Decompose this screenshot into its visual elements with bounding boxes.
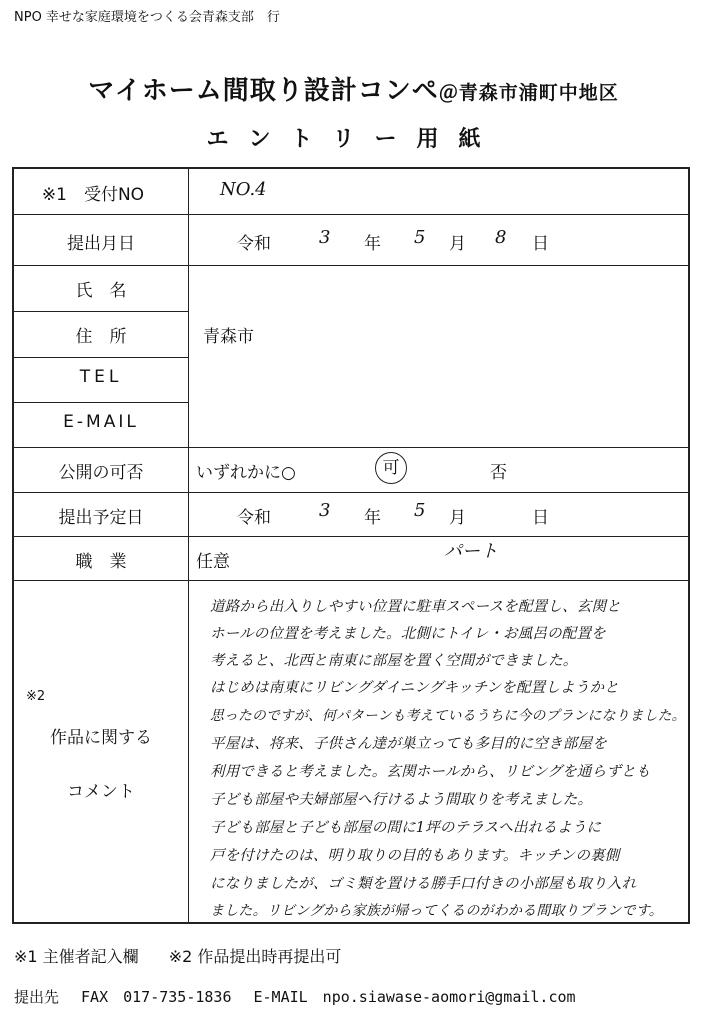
row-divider [14, 402, 188, 403]
title-location: ＠青森市浦町中地区 [438, 82, 619, 104]
row-divider [14, 447, 688, 448]
comment-line: 道路から出入りしやすい位置に駐車スペースを配置し、玄関と [210, 599, 621, 615]
publish-yes-circle: 可 [375, 452, 407, 484]
row-divider [14, 580, 688, 581]
organization-name: NPO 幸せな家庭環境をつくる会青森支部 行 [14, 10, 280, 25]
submission-destination-label: 提出先 [14, 988, 60, 1006]
occupation-label: 職 業 [75, 552, 127, 572]
fax-number[interactable]: FAX 017-735-1836 [81, 988, 232, 1006]
column-divider [188, 169, 189, 922]
planned-date-era: 令和 [237, 508, 271, 528]
tel-label: TEL [79, 367, 123, 387]
submit-date-day-unit: 日 [532, 234, 549, 254]
comment-line: 戸を付けたのは、明り取りの目的もあります。キッチンの裏側 [210, 848, 620, 864]
comment-line: になりましたが、ゴミ類を置ける勝手口付きの小部屋も取り入れ [210, 876, 637, 892]
publish-no-option[interactable]: 否 [490, 463, 507, 483]
publish-yes-option[interactable] [375, 452, 407, 484]
planned-date-day-unit: 日 [532, 508, 549, 528]
planned-date-month-unit: 月 [449, 508, 466, 528]
occupation-note: 任意 [196, 552, 230, 572]
row-divider [14, 311, 188, 312]
submit-date-year-unit: 年 [364, 234, 381, 254]
receipt-value[interactable]: NO.4 [220, 179, 267, 200]
comment-label-line1: 作品に関する [50, 728, 152, 748]
name-label: 氏 名 [75, 281, 127, 301]
footer-notes [14, 944, 341, 967]
document-title [0, 70, 707, 107]
occupation-value[interactable]: パート [444, 541, 498, 562]
comment-line: ホールの位置を考えました。北側にトイレ・お風呂の配置を [210, 626, 606, 642]
planned-date-label: 提出予定日 [58, 508, 144, 528]
contact-email[interactable]: E-MAIL npo.siawase-aomori@gmail.com [253, 988, 576, 1006]
entry-form [12, 167, 690, 924]
comment-line: 子ども部屋や夫婦部屋へ行けるよう間取りを考えました。 [210, 792, 593, 808]
comment-line: ました。リビングから家族が帰ってくるのがわかる間取りプランです。 [210, 903, 663, 919]
address-value[interactable]: 青森市 [203, 327, 254, 347]
submit-date-label: 提出月日 [67, 234, 135, 254]
comment-label-line2: コメント [67, 782, 135, 802]
comment-line: 考えると、北西と南東に部屋を置く空間ができました。 [210, 653, 578, 669]
submit-date-year[interactable]: 3 [319, 227, 331, 248]
row-divider [14, 214, 688, 215]
address-label: 住 所 [75, 327, 127, 347]
submit-date-month[interactable]: 5 [414, 227, 426, 248]
planned-date-year[interactable]: 3 [319, 500, 331, 521]
row-divider [14, 536, 688, 537]
planned-date-month[interactable]: 5 [414, 500, 426, 521]
footer-contact [14, 986, 598, 1007]
comment-line: はじめは南東にリビングダイニングキッチンを配置しようかと [210, 680, 619, 696]
comment-line: 子ども部屋と子ども部屋の間に1坪のテラスへ出れるように [210, 820, 602, 836]
publish-label: 公開の可否 [58, 463, 144, 483]
submit-date-day[interactable]: 8 [495, 227, 507, 248]
email-label: E-MAIL [63, 412, 139, 432]
comment-line: 利用できると考えました。玄関ホールから、リビングを通らずとも [210, 764, 651, 780]
row-divider [14, 357, 188, 358]
comment-line: 平屋は、将来、子供さん達が巣立っても多目的に空き部屋を [210, 736, 607, 752]
comment-label-note: ※2 [26, 689, 46, 704]
footer-note-resubmit: ※2 作品提出時再提出可 [168, 947, 342, 966]
submit-date-era: 令和 [237, 234, 271, 254]
receipt-label: ※1 受付NO [41, 185, 145, 205]
row-divider [14, 492, 688, 493]
publish-prompt: いずれかに○ [196, 463, 296, 483]
document-subtitle: エントリー用紙 [206, 127, 501, 152]
title-text: マイホーム間取り設計コンペ [88, 76, 439, 106]
planned-date-year-unit: 年 [364, 508, 381, 528]
comment-line: 思ったのですが、何パターンも考えているうちに今のプランになりました。 [210, 708, 686, 724]
footer-note-organizer: ※1 主催者記入欄 [14, 947, 139, 966]
submit-date-month-unit: 月 [449, 234, 466, 254]
row-divider [14, 265, 688, 266]
